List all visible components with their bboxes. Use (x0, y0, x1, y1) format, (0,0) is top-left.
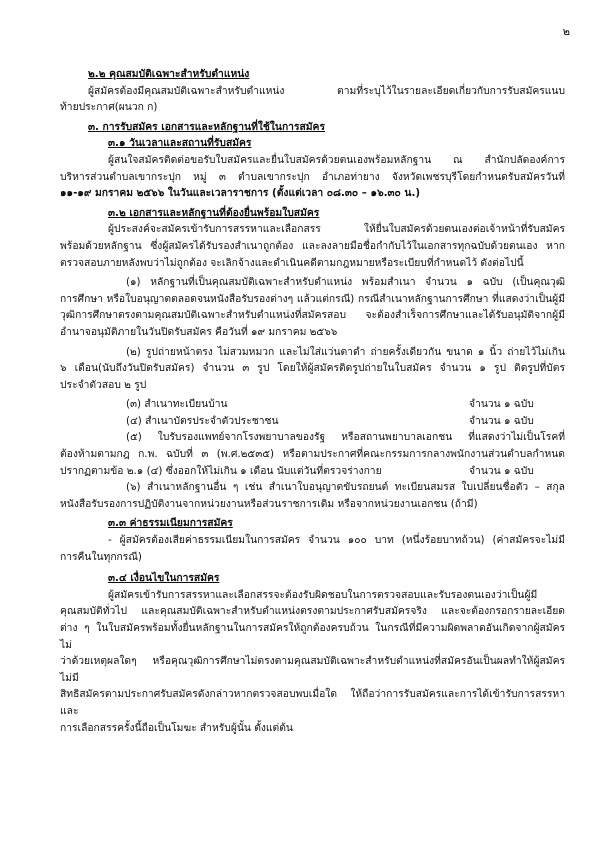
paragraph-line: วุฒิการศึกษาตรงตามคุณสมบัติเฉพาะสำหรับตำแหน่งที่สมัครสอบ จะต้องสำเร็จการศึกษาและได้รับอนุมัติจากผู้มี (60, 309, 565, 322)
paragraph-line: หนังสือรับรองการปฏิบัติงานจากหน่วยงานหรือส่วนราชการเดิม หรือจากหน่วยงานเอกชน (ถ้ามี) (60, 497, 478, 510)
paragraph-line: ผู้ประสงค์จะสมัครเข้ารับการสรรหาและเลือกสรร ให้ยื่นใบสมัครด้วยตนเองต่อเจ้าหน้าที่รับสมัคร (108, 223, 565, 236)
list-item-5: (๕) ใบรับรองแพทย์จากโรงพยาบาลของรัฐ หรือสถานพยาบาลเอกชน ที่แสดงว่าไม่เป็นโรคที่ (126, 431, 565, 444)
paragraph-line: ท้ายประกาศ(ผนวก ก) (60, 101, 158, 114)
paragraph-line: ประจำตัวสอบ ๒ รูป (60, 378, 147, 391)
list-item-2: (๒) รูปถ่ายหน้าตรง ไม่สวมหมวก และไม่ใส่แว่นตาดำ ถ่ายครั้งเดียวกัน ขนาด ๑ นิ้ว ถ่ายไว้ไม่เกิน (126, 345, 565, 358)
section-heading-3-1: ๓.๑ วันเวลาและสถานที่รับสมัคร (108, 137, 252, 150)
paragraph-line: ต่าง ๆ ในใบสมัครพร้อมทั้งยื่นหลักฐานในการสมัครให้ถูกต้องครบถ้วน ในกรณีที่มีความผิดพลาดอันเกิดจากผู้สมัครไม่ (60, 622, 565, 651)
paragraph-line: ๑๑-๑๙ มกราคม ๒๕๖๖ ในวันและเวลาราชการ (ตั้งแต่เวลา ๐๘.๓๐ – ๑๖.๓๐ น.) (60, 187, 421, 200)
paragraph-line: บริหารส่วนตำบลเขากระปุก หมู่ ๓ ตำบลเขากระปุก อำเภอท่ายาง จังหวัดเพชรบุรีโดยกำหนดรับสมัครวันที่ (60, 170, 565, 183)
paragraph-line: สิทธิสมัครตามประกาศรับสมัครดังกล่าวหากตรวจสอบพบเมื่อใด ให้ถือว่าการรับสมัครและการได้เข้ารับการสรรหาและ (60, 688, 565, 717)
list-item-quantity: จำนวน ๑ ฉบับ (469, 464, 534, 477)
paragraph-line: ปรากฏตามข้อ ๒.๑ (๔) ซึ่งออกให้ไม่เกิน ๑ เดือน นับแต่วันที่ตรวจร่างกาย (60, 464, 382, 477)
paragraph-line: คุณสมบัติทั่วไป และคุณสมบัติเฉพาะสำหรับตำแหน่งตรงตามประกาศรับสมัครจริง และจะต้องกรอกรายละเอียด (60, 605, 565, 618)
paragraph-line: อำนาจอนุมัติภายในวันปิดรับสมัคร คือวันที่ ๑๙ มกราคม ๒๕๖๖ (60, 325, 338, 338)
paragraph-line: - ผู้สมัครต้องเสียค่าธรรมเนียมในการสมัคร จำนวน ๑๐๐ บาท (หนึ่งร้อยบาทถ้วน) (ค่าสมัครจะไม่มี (108, 534, 565, 547)
section-heading-3-3: ๓.๓ ค่าธรรมเนียมการสมัคร (108, 517, 233, 530)
list-item-quantity: จำนวน ๑ ฉบับ (469, 414, 534, 427)
section-heading-3-4: ๓.๔ เงื่อนไขในการสมัคร (108, 572, 220, 585)
section-heading-3: ๓. การรับสมัคร เอกสารและหลักฐานที่ใช้ในการสมัคร (88, 120, 325, 133)
paragraph-line: ผู้สมัครต้องมีคุณสมบัติเฉพาะสำหรับตำแหน่ง ตามที่ระบุไว้ในรายละเอียดเกี่ยวกับการรับสมัครแนบ (88, 84, 565, 97)
page-number: ๒ (562, 25, 570, 38)
list-item-1: (๑) หลักฐานที่เป็นคุณสมบัติเฉพาะสำหรับตำแหน่ง พร้อมสำเนา จำนวน ๑ ฉบับ (เป็นคุณวุฒิ (126, 276, 565, 289)
list-item-label: (๔) สำเนาบัตรประจำตัวประชาชน (126, 414, 279, 427)
paragraph-line: ๖ เดือน(นับถึงวันปิดรับสมัคร) จำนวน ๓ รูป โดยให้ผู้สมัครติดรูปถ่ายในใบสมัคร จำนวน ๑ รูป ติดรูปที่บัตร (60, 362, 565, 375)
paragraph-line: การคืนในทุกกรณี) (60, 550, 142, 563)
section-heading-2-2: ๒.๒ คุณสมบัติเฉพาะสำหรับตำแหน่ง (88, 68, 250, 80)
list-item-6: (๖) สำเนาหลักฐานอื่น ๆ เช่น สำเนาใบอนุญาตขับรถยนต์ ทะเบียนสมรส ใบเปลี่ยนชื่อตัว – สกุล (126, 481, 565, 494)
paragraph-line: พร้อมด้วยหลักฐาน ซึ่งผู้สมัครได้รับรองสำเนาถูกต้อง และลงลายมือชื่อกำกับไว้ในเอกสารทุกฉบับด้วยตนเอง หาก (60, 239, 565, 252)
paragraph-line: ว่าด้วยเหตุผลใดๆ หรือคุณวุฒิการศึกษาไม่ตรงตามคุณสมบัติเฉพาะสำหรับตำแหน่งที่สมัครอันเป็นผลทำให้ผู้สมัครไม่มี (60, 655, 565, 684)
paragraph-line: ผู้สมัครเข้ารับการสรรหาและเลือกสรรจะต้องรับผิดชอบในการตรวจสอบและรับรองตนเองว่าเป็นผู้มี (108, 588, 538, 601)
paragraph-line: การศึกษา หรือใบอนุญาตตลอดจนหนังสือรับรองต่างๆ แล้วแต่กรณี) กรณีสำเนาหลักฐานการศึกษา ที่แสดงว่าเป็นผู้มี (60, 292, 565, 305)
paragraph-line: ต้องห้ามตามกฎ ก.พ. ฉบับที่ ๓ (พ.ศ.๒๕๓๕) หรือตามประกาศที่คณะกรรมการกลางพนักงานส่วนตำบลกำหนด (60, 448, 565, 461)
list-item-5-last-line (60, 463, 565, 480)
list-item-quantity: จำนวน ๑ ฉบับ (469, 398, 534, 411)
paragraph-line: ตรวจสอบภายหลังพบว่าไม่ถูกต้อง จะเลิกจ้างและดำเนินคดีตามกฎหมายหรือระเบียบที่กำหนดไว้ ดังต่อไปนี้ (60, 256, 524, 269)
paragraph-line: การเลือกสรรครั้งนี้ถือเป็นโมฆะ สำหรับผู้นั้น ตั้งแต่ต้น (60, 721, 293, 734)
list-item-3 (60, 396, 565, 413)
list-item-label: (๓) สำเนาทะเบียนบ้าน (126, 398, 228, 411)
list-item-4 (60, 413, 565, 430)
paragraph-line: ผู้สนใจสมัครติดต่อขอรับใบสมัครและยื่นใบสมัครด้วยตนเองพร้อมหลักฐาน ณ สำนักปลัดองค์การ (108, 153, 565, 166)
document-body (60, 66, 565, 736)
section-heading-3-2: ๓.๒ เอกสารและหลักฐานที่ต้องยื่นพร้อมใบสมัคร (108, 206, 320, 219)
